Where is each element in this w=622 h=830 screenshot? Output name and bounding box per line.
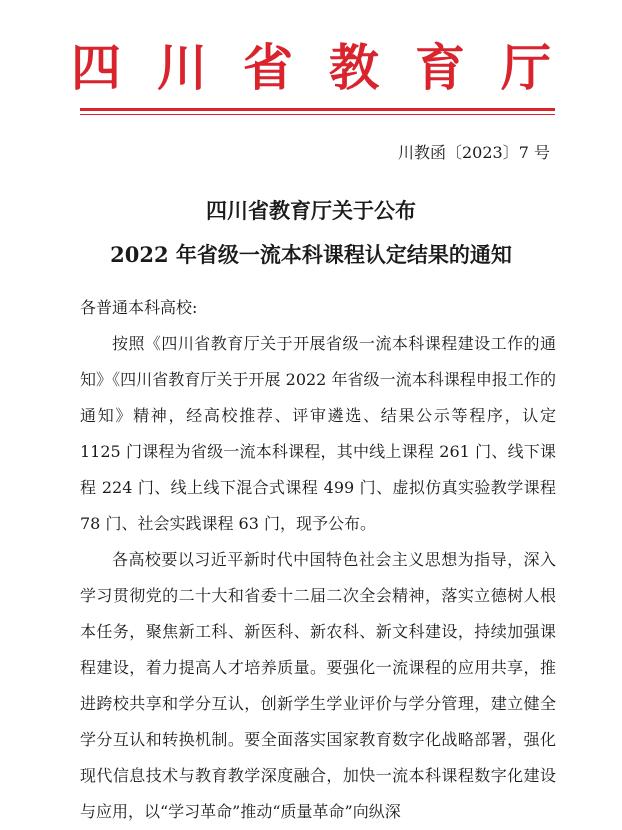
- document-number: 川教函〔2023〕7 号: [398, 143, 550, 162]
- letterhead-title: 四川省教育厅: [71, 38, 587, 97]
- document-body: [80, 290, 556, 830]
- body-paragraph-2: 各高校要以习近平新时代中国特色社会主义思想为指导，深入学习贯彻党的二十大和省委十二届二次全会精神，落实立德树人根本任务，聚焦新工科、新医科、新农科、新文科建设，持续加强课程建设，着力提高人才培养质量。要强化一流课程的应用共享，推进跨校共享和学分互认，创新学生学业评价与学分管理，建立健全学分互认和转换机制。要全面落实国家教育数字化战略部署，强化现代信息技术与教育教学深度融合，加快一流本科课程数字化建设与应用，以“学习革命”推动“质量革命”向纵深: [80, 550, 556, 821]
- body-paragraph-1: 按照《四川省教育厅关于开展省级一流本科课程建设工作的通知》《四川省教育厅关于开展 2022 年省级一流本科课程申报工作的通知》精神，经高校推荐、评审遴选、结果公示等程序，认定 1125 门课程为省级一流本科课程，其中线上课程 261 门、线下课程 224 门、线上线下混合式课程 499 门、虚拟仿真实验教学课程 78 门、社会实践课程 63 门，现予公布。: [80, 334, 556, 533]
- letterhead-rule-thin: [80, 114, 555, 115]
- letterhead-rule-thick: [80, 108, 555, 111]
- document-title-line2: 2022 年省级一流本科课程认定结果的通知: [110, 242, 512, 267]
- addressee: 各普通本科高校:: [80, 298, 198, 317]
- document-title-line1: 四川省教育厅关于公布: [206, 198, 416, 223]
